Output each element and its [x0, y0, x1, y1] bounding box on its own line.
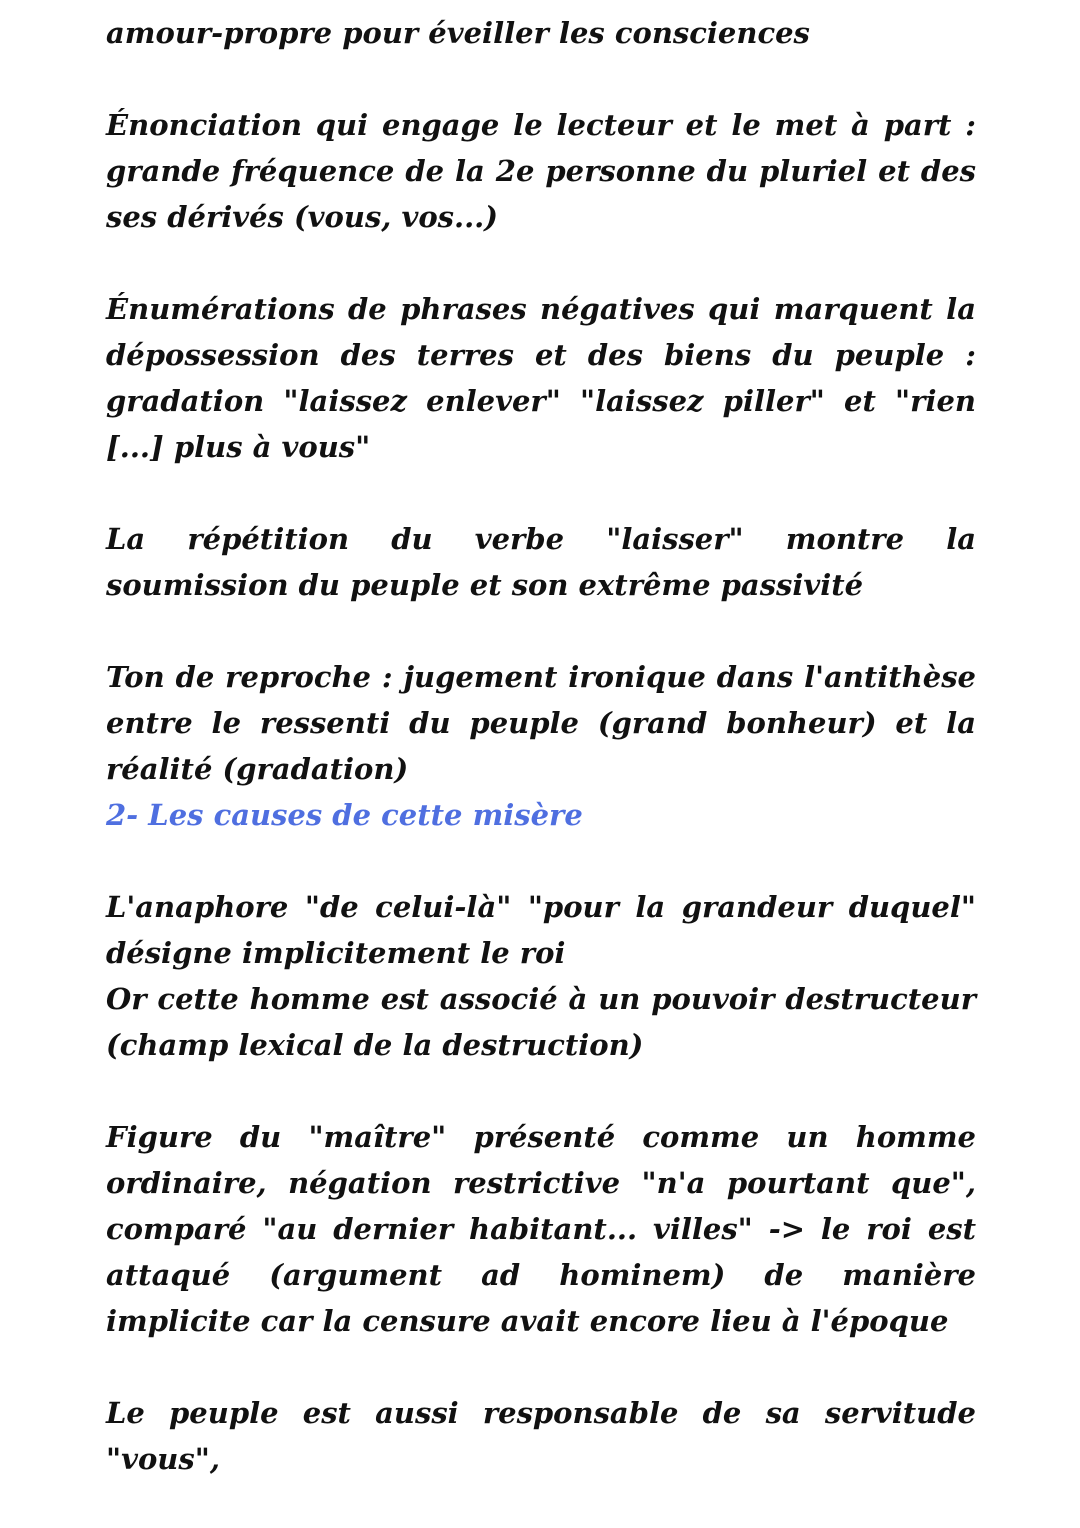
paragraph-enumerations: Énumérations de phrases négatives qui marquent la dépossession des terres et des biens du peuple : gradation "laissez enlever" "laissez piller" et "rien [...] plus à vous" [106, 292, 976, 464]
paragraph-peuple-responsable: Le peuple est aussi responsable de sa servitude "vous", [106, 1396, 976, 1476]
paragraph-anaphore: L'anaphore "de celui-là" "pour la grandeur duquel" désigne implicitement le roi [106, 890, 976, 970]
paragraph-enonciation: Énonciation qui engage le lecteur et le met à part : grande fréquence de la 2e personne du pluriel et des ses dérivés (vous, vos...) [106, 108, 976, 234]
document-page [106, 0, 976, 1482]
paragraph-amour-propre: amour-propre pour éveiller les consciences [106, 16, 810, 50]
section-heading: 2- Les causes de cette misère [106, 798, 583, 832]
paragraph-ton-de-reproche: Ton de reproche : jugement ironique dans l'antithèse entre le ressenti du peuple (grand bonheur) et la réalité (gradation) [106, 660, 976, 786]
paragraph-figure-du-maitre: Figure du "maître" présenté comme un homme ordinaire, négation restrictive "n'a pourtant que", comparé "au dernier habitant... villes" -> le roi est attaqué (argument ad hominem) de manière implicite car la censure avait encore lieu à l'époque [106, 1120, 976, 1338]
paragraph-repetition: La répétition du verbe "laisser" montre la soumission du peuple et son extrême passivité [106, 522, 976, 602]
paragraph-pouvoir-destructeur: Or cette homme est associé à un pouvoir destructeur (champ lexical de la destruction) [106, 982, 976, 1062]
